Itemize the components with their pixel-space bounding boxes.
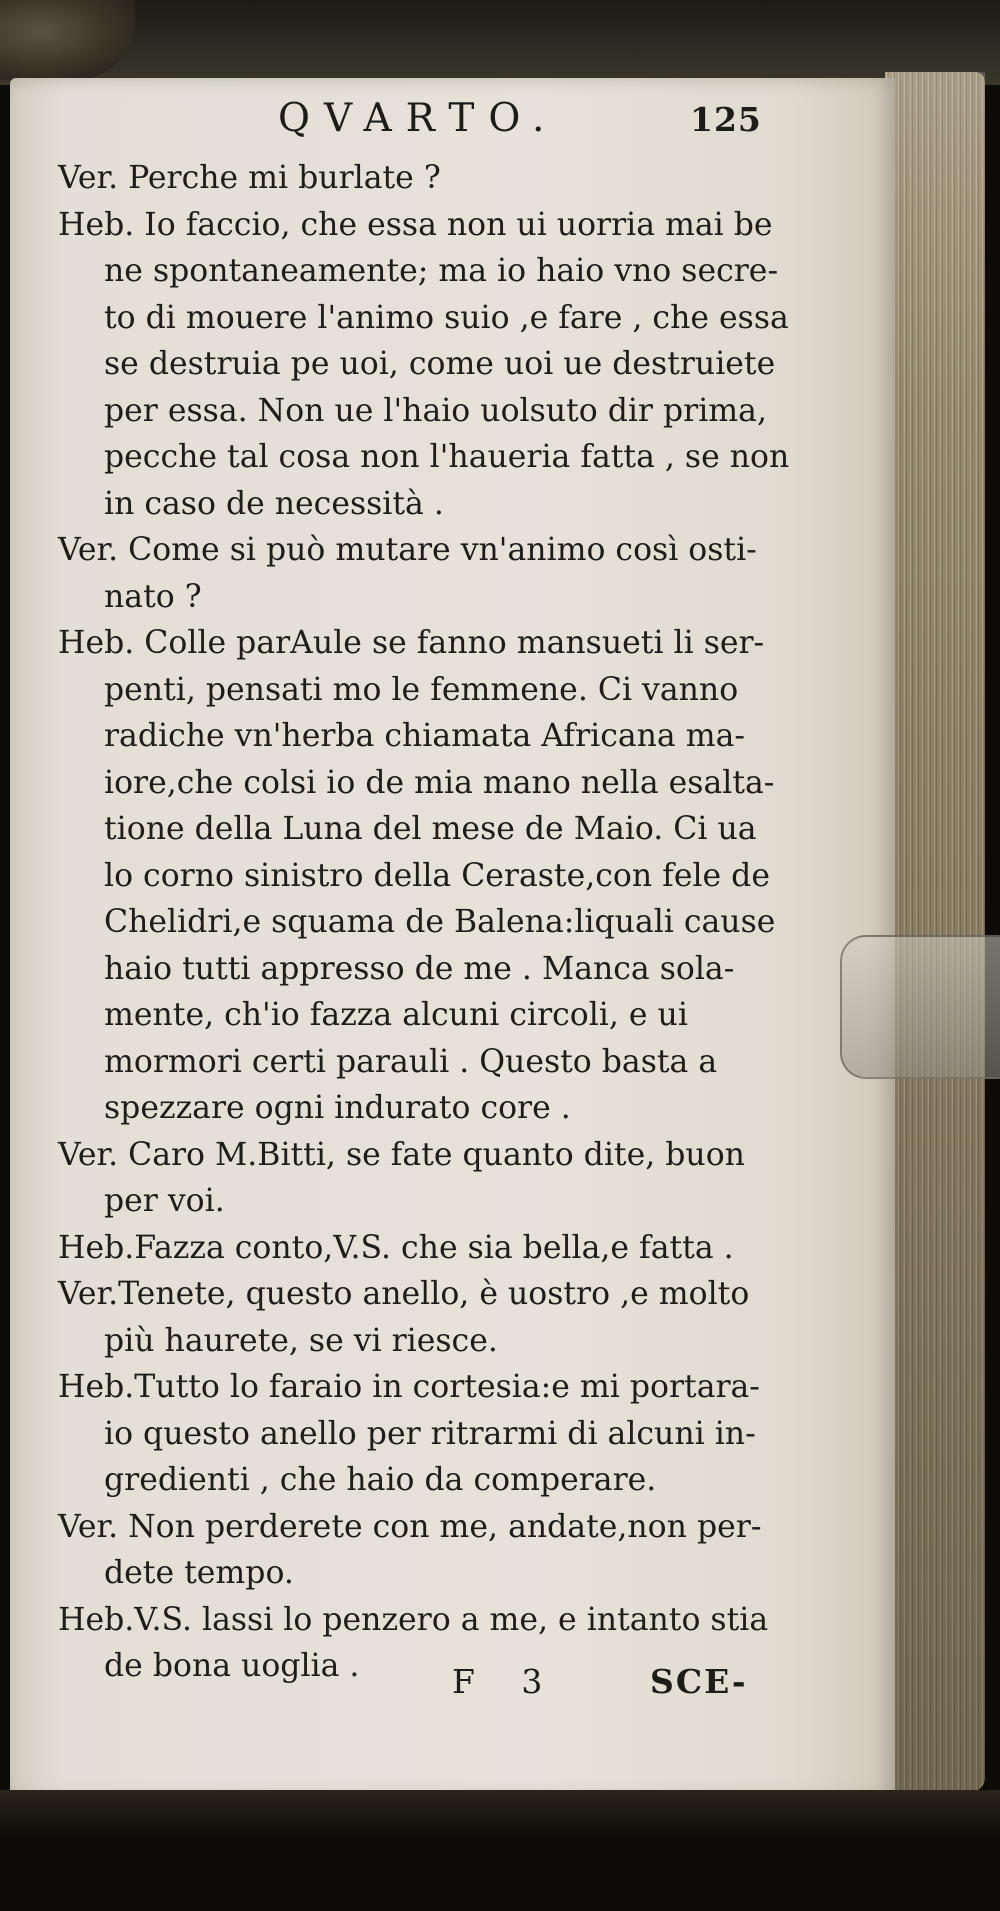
catchword: SCE- bbox=[650, 1662, 748, 1701]
page-number: 125 bbox=[690, 100, 762, 139]
text-line: haio tutti appresso de me . Manca sola- bbox=[104, 950, 735, 987]
signature-mark: F 3 bbox=[452, 1662, 561, 1701]
page-text bbox=[58, 155, 828, 1690]
text-line: Ver. Come si può mutare vn'animo così osti- bbox=[58, 532, 757, 568]
text-line: to di mouere l'animo suio ,e fare , che essa bbox=[104, 299, 789, 336]
text-line: mormori certi parauli . Questo basta a bbox=[104, 1043, 718, 1080]
text-line: Ver. Caro M.Bitti, se fate quanto dite, buon bbox=[58, 1136, 745, 1173]
text-line: penti, pensati mo le femmene. Ci vanno bbox=[104, 671, 739, 708]
text-line: più haurete, se vi riesce. bbox=[104, 1322, 498, 1359]
book-top-shadow bbox=[0, 0, 1000, 85]
text-line: iore,che colsi io de mia mano nella esalta- bbox=[104, 764, 775, 801]
book-bottom-shadow bbox=[0, 1790, 1000, 1911]
page-footer bbox=[0, 1662, 885, 1712]
text-line: pecche tal cosa non l'haueria fatta , se non bbox=[104, 439, 790, 475]
bookmark-clip bbox=[840, 935, 1000, 1079]
text-line: mente, ch'io fazza alcuni circoli, e ui bbox=[104, 997, 688, 1033]
page-edges bbox=[885, 72, 985, 1792]
text-line: se destruia pe uoi, come uoi ue destruiete bbox=[104, 346, 776, 382]
text-line: nato ? bbox=[104, 578, 202, 615]
page-header bbox=[0, 96, 885, 156]
text-line: per voi. bbox=[104, 1183, 225, 1219]
text-line: ne spontaneamente; ma io haio vno secre- bbox=[104, 253, 779, 289]
text-line: Ver.Tenete, questo anello, è uostro ,e molto bbox=[58, 1276, 750, 1312]
text-line: de bona uoglia . bbox=[104, 1648, 360, 1684]
text-line: Ver. Non perderete con me, andate,non per- bbox=[58, 1508, 762, 1545]
running-title: QVARTO. bbox=[278, 96, 559, 141]
text-line: Heb.V.S. lassi lo penzero a me, e intanto stia bbox=[58, 1601, 769, 1638]
text-line: lo corno sinistro della Ceraste,con fele de bbox=[104, 857, 770, 894]
text-line: Heb. Io faccio, che essa non ui uorria mai be bbox=[58, 206, 773, 243]
text-line: dete tempo. bbox=[104, 1555, 294, 1591]
text-line: Ver. Perche mi burlate ? bbox=[58, 160, 441, 196]
text-line: in caso de necessità . bbox=[104, 485, 444, 522]
text-line: spezzare ogni indurato core . bbox=[104, 1090, 571, 1126]
text-line: Heb.Fazza conto,V.S. che sia bella,e fatta . bbox=[58, 1229, 734, 1266]
text-line: tione della Luna del mese de Maio. Ci ua bbox=[104, 811, 757, 847]
text-line: per essa. Non ue l'haio uolsuto dir prima, bbox=[104, 392, 767, 429]
text-line: radiche vn'herba chiamata Africana ma- bbox=[104, 718, 746, 754]
text-line: Heb. Colle parAule se fanno mansueti li ser- bbox=[58, 625, 765, 661]
text-line: gredienti , che haio da comperare. bbox=[104, 1462, 657, 1498]
text-line: Heb.Tutto lo faraio in cortesia:e mi portara- bbox=[58, 1369, 760, 1405]
text-line: Chelidri,e squama de Balena:liquali cause bbox=[104, 904, 776, 940]
page-curl bbox=[0, 0, 135, 80]
text-line: io questo anello per ritrarmi di alcuni in- bbox=[104, 1415, 756, 1452]
